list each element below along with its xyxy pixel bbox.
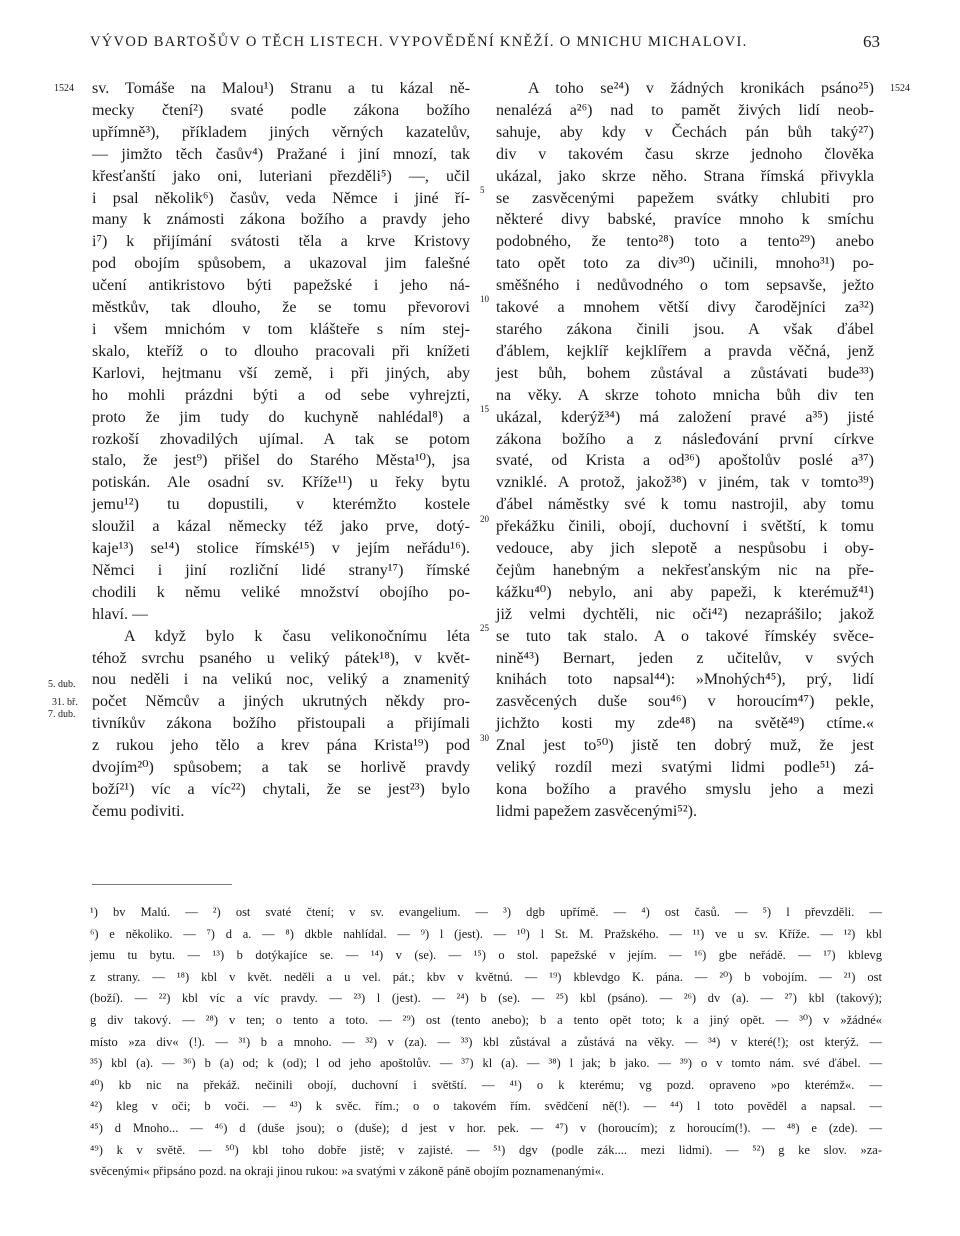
text-line: ďábel náměstky své k tomu nastrojil, aby tomu: [496, 496, 874, 514]
text-line: kaje¹³) se¹⁴) stolice římské¹⁵) v jejím neřádu¹⁶).: [92, 540, 470, 558]
page-number: 63: [863, 32, 880, 51]
text-line: ukázal, jako skrze něho. Strana římská přivykla: [496, 167, 874, 185]
text-line: stalo, že jest⁹) přišel do Starého Města¹⁰), jsa: [92, 452, 470, 470]
running-header: [90, 34, 880, 51]
text-line: potiskán. Ale osadní sv. Kříže¹¹) u řeky bytu: [92, 474, 470, 492]
text-line: pod obojím spůsobem, a ukazoval jim falešné: [92, 255, 470, 273]
text-line: z rukou jeho tělo a krev pána Krista¹⁹) pod: [92, 737, 470, 755]
text-line: nou neděli i na velikú noc, veliký a znamenitý: [92, 671, 470, 689]
footnote-line: z strany. — ¹⁸) kbl v květ. neděli a u vel. pát.; kbv v květnú. — ¹⁹) kblevdgo K. pána. — ²⁰) b vobojím. — ²¹) ost: [90, 969, 882, 984]
text-line: sloužil a kázal německy též jako prve, dotý-: [92, 518, 470, 536]
text-line: vedouce, aby jich slepotě a nespůsobu i oby-: [496, 540, 874, 558]
footnote-line: ⁴⁵) d Mnoho... — ⁴⁶) d (duše jsou); o (duše); d jest v hor. pek. — ⁴⁷) v (horoucím); z horoucím(!). — ⁴⁸) e (zde). —: [90, 1120, 882, 1135]
text-line: — jimžto těch časův⁴) Pražané i jiní mnozí, tak: [92, 145, 470, 163]
text-line: ho mohli prázdni býti a od sebe vyhrejzti,: [92, 386, 470, 404]
line-number-20: 20: [480, 514, 489, 524]
footnote-line: g div takový. — ²⁸) v ten; o tento a toto. — ²⁹) ost (tento anebo); b a tento opět toto; k a jiný opět. — ³⁰) v »žádné«: [90, 1012, 882, 1027]
text-line: již velmi dychtěli, nic oči⁴²) nezaprášilo; jakož: [496, 605, 874, 623]
text-line: many k známosti zákona božího a pravdy jeho: [92, 211, 470, 229]
footnote-divider: [92, 884, 232, 885]
text-line: upřímně³), příkladem jiných věrných kazatelův,: [92, 123, 470, 141]
footnote-line: svěcenými« připsáno pozd. na okraji jinou rukou: »a svatými v zákoně páně obojím poznamenanými«.: [90, 1164, 605, 1179]
footnote-line: ¹) bv Malú. — ²) ost svaté čtení; v sv. evangelium. — ³) dgb upřímě. — ⁴) ost časů. — ⁵) l převzděli. —: [90, 905, 882, 919]
text-line: i⁷) k přijímání svátosti těla a krve Kristovy: [92, 233, 470, 251]
text-line: se tuto tak stalo. A o takové římskéy svěce-: [496, 627, 874, 645]
text-line: křesťanští jako oni, luteriani přezděli⁵) —, učil: [92, 167, 470, 185]
text-line: proto že jim tudy do kuchyně nahlédal⁸) a: [92, 408, 470, 426]
line-number-30: 30: [480, 733, 489, 743]
footnote-line: ³⁵) kbl (a). — ³⁶) b (a) od; k (od); l od jeho apoštolův. — ³⁷) kl (a). — ³⁸) l jak; b jako. — ³⁹) o v tomto nám. své ďábel. —: [90, 1056, 882, 1071]
text-line: téhož svrchu psaného u veliký pátek¹⁸), v květ-: [92, 649, 470, 667]
text-line: takové a mnohem větší divy čarodějníci za³²): [496, 299, 874, 317]
text-line: kážku⁴⁰) nebylo, ani aby papeži, k kterémuž⁴¹): [496, 583, 874, 601]
text-line: lidmi papežem zasvěcenými⁵²).: [496, 802, 697, 820]
text-line: sahuje, aby kdy v Čechách pán bůh taký²⁷): [496, 123, 874, 141]
text-line: zákona božího a z násleđování první církve: [496, 430, 874, 448]
text-line: jemu¹²) tu dopustili, v kterémžto kostele: [92, 496, 470, 514]
margin-year-right: 1524: [890, 83, 910, 94]
text-line: zasvěcených duše sou⁴⁶) v horoucím⁴⁷) pekle,: [496, 693, 874, 711]
text-line: skalo, kteříž o to dlouho pracovali při knížeti: [92, 342, 470, 360]
text-line: jest bůh, bohem zůstával a zůstávati bude³³): [496, 364, 874, 382]
text-line: nenalézá a²⁶) nad to pamět živých lidí neob-: [496, 101, 874, 119]
text-line: Němci i jiní rozliční lidé strany¹⁷) římské: [92, 561, 470, 579]
text-line: kona božího a pravého smyslu jeho a mezi: [496, 781, 874, 798]
left-column: [92, 78, 470, 823]
text-line: A když bylo k času velikonočnímu léta: [124, 627, 470, 645]
footnote-line: (boží). — ²²) kbl víc a víc pravdy. — ²³) l (jest). — ²⁴) b (se). — ²⁵) kbl (psáno). — ²⁶) dv (a). — ²⁷) kbl (takový);: [90, 991, 882, 1006]
footnote-line: ⁶) e několiko. — ⁷) d a. — ⁸) dkble nahlídal. — ⁹) l (jest). — ¹⁰) l St. M. Pražského. — ¹¹) ve u sv. Kříže. — ¹²) kbl: [90, 926, 882, 941]
text-line: rozkoší zhovadilých ujímal. A tak se potom: [92, 430, 470, 448]
text-line: starého zákona činili jsou. A však ďábel: [496, 320, 874, 338]
text-line: i psal několik⁶) časův, veda Němce i jiné ří-: [92, 189, 470, 207]
line-number-10: 10: [480, 294, 489, 304]
text-line: městkův, tak dlouho, že se tomu převorovi: [92, 299, 470, 317]
footnote-line: ⁴⁰) kb nic na překáž. nečinili obojí, duchovní i světští. — ⁴¹) o k kterému; vg pozd. opraveno »po kterémž«. —: [90, 1077, 882, 1092]
text-line: svaté, od Krista a od³⁶) apoštolův poslé a³⁷): [496, 452, 874, 470]
text-line: boží²¹) víc a víc²²) chytali, že se jest²³) bylo: [92, 781, 470, 798]
text-line: dvojím²⁰) spůsobem; a tak se horlivě pravdy: [92, 759, 470, 777]
text-line: hlaví. —: [92, 605, 148, 623]
text-line: směšného i nedůvodného o tom sepsavše, ježto: [496, 277, 874, 295]
margin-date-2a: 31. bř.: [52, 697, 78, 708]
text-line: div v takovém času skrze jednoho člověka: [496, 145, 874, 163]
line-number-25: 25: [480, 623, 489, 633]
text-line: nině⁴³) Bernart, jeden z učitelův, v svých: [496, 649, 874, 667]
text-line: knihách toto napsal⁴⁴): »Mnohých⁴⁵), prý, lidí: [496, 671, 874, 689]
footnote-line: jemu tu bytu. — ¹³) b dotýkajíce se. — ¹⁴) v (se). — ¹⁵) o stol. papežské v jejím. — ¹⁶) gbe neřádě. — ¹⁷) kblevg: [90, 948, 882, 963]
text-line: vzniklé. A protož, jakož³⁸) v jiném, tak v tomto³⁹): [496, 474, 874, 492]
text-line: se zasvěcenými papežem svátky chlubiti pro: [496, 189, 874, 207]
text-line: některé divy babské, pravíce mnoho k smíchu: [496, 211, 874, 229]
line-number-5: 5: [480, 185, 485, 195]
text-line: čemu podiviti.: [92, 802, 185, 820]
text-line: mecky čtení²) svaté podle zákona božího: [92, 101, 470, 119]
text-line: sv. Tomáše na Malou¹) Stranu a tu kázal ně-: [92, 80, 470, 97]
margin-date-2b: 7. dub.: [48, 709, 76, 720]
text-line: i všem mnichóm v tom klášteře s ním stej-: [92, 320, 470, 338]
running-title: VÝVOD BARTOŠŮV O TĚCH LISTECH. VYPOVĚDĚNÍ KNĚŽÍ. O MNICHU MICHALOVI.: [90, 34, 748, 50]
line-number-15: 15: [480, 404, 489, 414]
margin-date-1: 5. dub.: [48, 679, 76, 690]
text-line: překážku činili, obojí, duchovní i světští, k tomu: [496, 518, 874, 536]
text-line: podobného, že tento²⁸) toto a tento²⁹) anebo: [496, 233, 874, 251]
text-line: tivníkův zákona božího přistoupali a přijímali: [92, 715, 470, 733]
text-line: čejům hanebným a nekřesťanským nic na pře-: [496, 561, 874, 579]
text-line: tato opět toto za div³⁰) učinili, mnoho³¹) po-: [496, 255, 874, 273]
text-line: A toho se²⁴) v žádných kronikách psáno²⁵): [528, 80, 874, 97]
text-line: chodili k němu veliké množství obojího po-: [92, 583, 470, 601]
text-line: počet Němcův a jiných ukrutných někdy pro-: [92, 693, 470, 711]
text-line: veliký rozdíl mezi svatými lidmi podle⁵¹) zá-: [496, 759, 874, 777]
footnote-line: místo »za div« (!). — ³¹) b a mnoho. — ³²) v (za). — ³³) kbl zůstával a zůstává na věky. — ³⁴) v které(!); ost kterýž. —: [90, 1034, 882, 1049]
right-column: [496, 78, 874, 823]
footnotes: [90, 902, 882, 1183]
footnote-line: ⁴⁹) k v světě. — ⁵⁰) kbl toho dobře jistě; v zajisté. — ⁵¹) dgv (podle zák.... mezi lidmi). — ⁵²) g ke slov. »za-: [90, 1142, 882, 1157]
text-line: učení antikristovo býti papežské i jeho ná-: [92, 277, 470, 295]
text-line: na věky. A skrze tohoto mnicha bůh div ten: [496, 386, 874, 404]
text-line: ukázal, kderýž³⁴) má založení pravé a³⁵) jisté: [496, 408, 874, 426]
text-line: jichžto kosti my zde⁴⁸) na světě⁴⁹) ctíme.«: [496, 715, 874, 733]
text-line: Karlovi, hejtmanu vší země, i při jiných, aby: [92, 364, 470, 382]
footnote-line: ⁴²) kleg v oči; b voči. — ⁴³) k svěc. řím.; o o takovém řím. svědčení ně(!). — ⁴⁴) l toto pověděl a napsal. —: [90, 1099, 882, 1114]
text-line: Znal jest to⁵⁰) jistě ten dobrý muž, že jest: [496, 737, 874, 755]
text-line: ďáblem, kejklíř kejklířem a pravda věčná, jenž: [496, 342, 874, 360]
margin-year-left: 1524: [54, 83, 74, 94]
